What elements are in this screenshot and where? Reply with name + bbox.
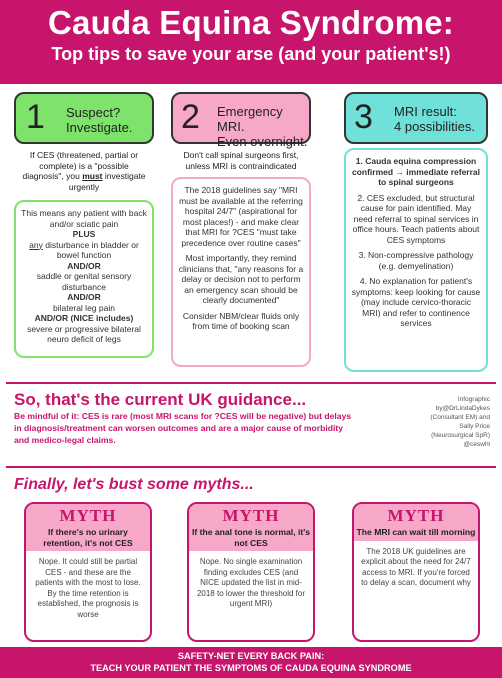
step2-p3: Consider NBM/clear fluids only from time of booking scan xyxy=(182,310,300,331)
step3-item1: 1. Cauda equina compression confirmed → immediate referral to spinal surgeons xyxy=(351,156,480,187)
myth-card-2-head xyxy=(189,504,313,551)
myth-card-3-head xyxy=(354,504,478,541)
myths-title: Finally, let's bust some myths... xyxy=(14,476,254,493)
step2-panel xyxy=(171,177,311,367)
step3-item4: 4. No explanation for patient's symptoms: keep looking for cause (may include cervico-thoracic MRI) and refer to continence services xyxy=(351,276,481,328)
credits-l3: (Consultant EM) and xyxy=(430,414,490,421)
step2-heading-l2: Even overnight. xyxy=(217,134,308,149)
step2-p1: The 2018 guidelines say "MRI must be available at the referring hospital 24/7" (aspirational for most places!) - and make clear that MRI for ?CES "must take precedence over routine cases" xyxy=(179,185,303,248)
divider-top xyxy=(6,382,496,384)
step2-number: 2 xyxy=(181,98,200,136)
step1-intro-must: must xyxy=(82,171,103,181)
step2-header xyxy=(171,92,311,149)
myth-answer: Nope. It could still be partial CES - and these are the patients with the most to lose. By the time retention is established, the prognosis is worse xyxy=(35,557,141,619)
myth-answer: Nope. No single examination finding excludes CES (and NICE updated the list in mid-2018 to lower the threshold for urgent MRI) xyxy=(196,557,306,608)
step3-header xyxy=(344,92,488,144)
step1-andor2: AND/OR xyxy=(67,292,101,302)
guidance-text: Be mindful of it: CES is rare (most MRI scans for ?CES will be negative) but delays in diagnosis/treatment can worsen outcomes and are a major cause of morbidity and medico-legal claims. xyxy=(14,411,352,445)
divider-middle xyxy=(6,466,496,468)
step2-heading xyxy=(217,104,309,149)
header-banner xyxy=(0,0,502,84)
step1-p2 xyxy=(21,240,147,261)
myth-answer: The 2018 UK guidelines are explicit about the need for 24/7 access to MRI. If you're forced to delay a scan, document why xyxy=(361,546,471,587)
footer-line1: SAFETY-NET EVERY BACK PAIN: xyxy=(177,651,325,661)
step1-andor1: AND/OR xyxy=(67,260,101,271)
step1-heading-l2: Investigate. xyxy=(66,120,133,135)
step3-heading-l2: 4 possibilities. xyxy=(394,119,475,134)
step2-heading-l1: Emergency MRI. xyxy=(217,104,283,134)
credits xyxy=(372,395,490,449)
step2-intro-l2: unless MRI is contraindicated xyxy=(185,160,297,171)
footer-line2: TEACH YOUR PATIENT THE SYMPTOMS OF CAUDA EQUINA SYNDROME xyxy=(90,663,412,673)
myth-question: If the anal tone is normal, it's not CES xyxy=(191,527,311,548)
step1-panel xyxy=(14,200,154,358)
step1-header xyxy=(14,92,154,144)
step1-p4: bilateral leg pain xyxy=(53,302,115,313)
page-subtitle: Top tips to save your arse (and your patient's!) xyxy=(51,44,451,64)
step3-panel xyxy=(344,148,488,372)
credits-l2: by@DrLindaDykes xyxy=(435,405,490,412)
step2-p2: Most importantly, they remind clinicians that, "any reasons for a delay or decision not to perform an emergency scan should be clearly documented" xyxy=(178,253,304,305)
step1-heading-l1: Suspect? xyxy=(66,105,121,120)
step1-any: any xyxy=(29,239,43,250)
step1-intro-a: If CES (threatened, partial or complete) is a "possible diagnosis", you xyxy=(22,150,139,181)
step3-heading xyxy=(394,104,475,134)
credits-l4: Sally Price xyxy=(459,423,490,430)
myth-label: MYTH xyxy=(59,506,117,525)
credits-l5: (Neurosurgical SpR) xyxy=(431,432,490,439)
step1-p5: severe or progressive bilateral neuro deficit of legs xyxy=(27,323,141,344)
step3-number: 3 xyxy=(354,98,373,136)
myth-card-1 xyxy=(24,502,152,642)
credits-l6: @ceswhl xyxy=(463,441,490,448)
step1-plus: PLUS xyxy=(72,229,96,239)
step1-heading xyxy=(66,105,133,135)
myth-card-3 xyxy=(352,502,480,642)
step1-p1: This means any patient with back and/or sciatic pain xyxy=(21,208,147,229)
myth-label: MYTH xyxy=(387,506,445,525)
step1-p3: saddle or genital sensory disturbance xyxy=(36,271,132,292)
step1-number: 1 xyxy=(26,98,45,136)
page-title: Cauda Equina Syndrome: xyxy=(48,4,454,41)
step1-andor3: AND/OR (NICE includes) xyxy=(34,313,134,323)
myth-card-1-head xyxy=(26,504,150,551)
myth-question: If there's no urinary retention, it's not CES xyxy=(43,527,133,548)
step3-heading-l1: MRI result: xyxy=(394,104,457,119)
step2-intro xyxy=(175,150,307,171)
step2-intro-l1: Don't call spinal surgeons first, xyxy=(183,150,299,160)
myth-label: MYTH xyxy=(222,506,280,525)
step1-intro-b: investigate urgently xyxy=(68,171,146,192)
guidance-title: So, that's the current UK guidance... xyxy=(14,390,307,409)
step1-intro xyxy=(18,150,150,192)
myth-question: The MRI can wait till morning xyxy=(356,527,476,537)
myth-card-2 xyxy=(187,502,315,642)
step3-item2: 2. CES excluded, but structural cause for pain identified. May need referral to spinal services in office hours. Teach patients about CES symptoms xyxy=(352,192,480,245)
credits-l1: Infographic xyxy=(457,396,490,403)
footer-banner xyxy=(0,647,502,678)
step3-item3: 3. Non-compressive pathology (e.g. demyelination) xyxy=(358,250,474,271)
step1-p2-text: disturbance in bladder or bowel function xyxy=(42,239,139,260)
